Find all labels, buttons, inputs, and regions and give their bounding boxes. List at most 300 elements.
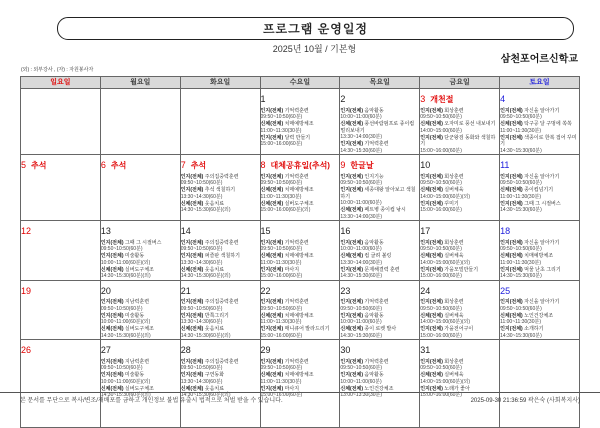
entry-title: 인지(전체) 그때 그 시절버스 <box>100 239 162 246</box>
entry-title: 인지(전체) 기억력훈련 <box>260 239 309 246</box>
day-number: 13 <box>100 226 111 236</box>
holiday-label: 개천절 <box>430 95 454 104</box>
entry-title: 신체(전체) 웃음치료 <box>180 266 225 273</box>
entry-category: 신체(전체) <box>500 312 523 319</box>
entry-time: 14:30~15:30(60분) <box>340 332 383 339</box>
day-cell-3 <box>420 89 500 155</box>
entry-category: 인지(전체) <box>340 266 364 273</box>
entry-time: 11:00~11:30(30분) <box>500 319 541 325</box>
entry-category: 인지(전체) <box>420 299 443 305</box>
entry-category: 인지(전체) <box>180 372 204 378</box>
entry-time: 15:00~16:00(60분) <box>420 147 462 154</box>
schedule-entry <box>500 267 579 280</box>
page-title-box <box>57 17 574 40</box>
entry-time: 13:30~14:30(60분) <box>180 259 223 266</box>
entry-title: 인지(전체) 자신을 알아가기 <box>500 239 560 246</box>
entry-category: 인지(전체) <box>100 253 124 259</box>
entry-time: 13:30~14:30(60분) <box>180 193 223 200</box>
schedule-entry <box>500 121 579 134</box>
entry-title: 신체(전체) 웃음치료 <box>180 200 225 207</box>
entry-time: 13:30~14:30(60분) <box>180 319 223 325</box>
entry-time: 14:30~15:30(60분)(외) <box>180 392 231 398</box>
entry-title: 인지(전체) 주의집중력훈련 <box>180 358 239 365</box>
entry-time: 14:00~15:00(60분)(외) <box>420 378 471 385</box>
entry-category: 인지(전체) <box>340 372 364 378</box>
entry-category: 인지(전체) <box>500 173 523 180</box>
schedule-entry <box>101 359 180 372</box>
entry-time: 11:00~11:30(30분) <box>260 127 302 134</box>
entry-category: 인지(전체) <box>420 358 443 365</box>
entry-time: 14:30~15:30(60분) <box>340 273 383 279</box>
schedule-entry <box>261 313 340 326</box>
entry-category: 인지(전체) <box>260 358 284 365</box>
schedule-entry <box>420 313 499 326</box>
schedule-entry <box>261 240 340 253</box>
entry-title: 인지(전체) 기억력훈련 <box>260 107 309 114</box>
entry-time: 14:30~15:30(60분)(외) <box>180 273 231 279</box>
entry-time: 14:30~15:30(60분) <box>500 207 542 213</box>
entry-category: 신체(전체) <box>180 200 204 207</box>
schedule-entry <box>500 108 579 121</box>
entry-title: 인지(전체) 자신을 알아가기 <box>500 107 560 114</box>
entry-category: 신체(전체) <box>420 187 443 193</box>
entry-time: 09:50~10:50(60분) <box>500 114 542 120</box>
entry-title: 인지(전체) 회상훈련 <box>420 107 464 114</box>
schedule-entry <box>340 121 419 141</box>
entry-title: 인지(전체) 노래가 좋아 <box>420 385 470 392</box>
entry-title: 인지(전체) 기억력훈련 <box>260 358 309 365</box>
schedule-entry <box>181 253 260 266</box>
calendar-body <box>21 89 580 428</box>
day-cell-20 <box>100 280 180 340</box>
schedule-entry <box>500 253 579 266</box>
entry-title: 신체(전체) 종이컵넘기기 <box>500 187 554 193</box>
calendar-week-row <box>21 221 580 281</box>
entry-category: 인지(전체) <box>180 173 204 180</box>
entry-time: 13:30~14:30(60분) <box>180 378 223 385</box>
entry-category: 인지(전체) <box>180 253 204 259</box>
entry-time: 09:50~10:50(60분) <box>180 246 223 252</box>
schedule-entry <box>420 299 499 312</box>
weekday-header-2: 화요일 <box>180 77 260 89</box>
day-cell-25 <box>500 280 580 340</box>
entry-title: 신체(전체) 실버도구체조 <box>100 266 154 273</box>
entry-title: 인지(전체) 기억력훈련 <box>340 358 389 365</box>
entry-category: 인지(전체) <box>340 312 364 319</box>
entry-category: 인지(전체) <box>340 239 364 246</box>
entry-category: 인지(전체) <box>260 299 284 305</box>
schedule-entry <box>181 299 260 312</box>
day-number: 7 <box>180 160 186 170</box>
schedule-entry <box>101 267 180 280</box>
entry-category: 신체(전체) <box>340 385 364 392</box>
footer <box>0 395 600 404</box>
entry-title: 신체(전체) 치매예방체조 <box>260 253 314 259</box>
entry-category: 인지(전체) <box>180 358 204 365</box>
entry-category: 인지(전체) <box>180 187 204 193</box>
day-number: 20 <box>100 285 111 296</box>
entry-title: 인지(전체) 음악활동 <box>340 239 384 246</box>
calendar-table <box>20 76 580 428</box>
entry-title: 인지(전체) 반쪽그리기 <box>180 312 229 319</box>
holiday-label: 대체공휴일(추석) <box>270 161 330 170</box>
entry-time: 15:00~16:00(60분) <box>420 332 462 339</box>
entry-category: 인지(전체) <box>340 187 364 193</box>
entry-category: 신체(전체) <box>100 266 124 273</box>
entry-category: 신체(전체) <box>260 187 284 193</box>
entry-category: 신체(전체) <box>340 121 364 127</box>
entry-time: 11:00~11:30(30분) <box>260 259 302 266</box>
calendar-week-row <box>21 340 580 428</box>
footer-divider <box>0 392 600 393</box>
schedule-entry <box>500 174 579 187</box>
entry-time: 15:00~16:00(60분) <box>420 207 462 213</box>
day-number: 8 <box>260 160 266 170</box>
entry-time: 09:50~10:50(60분) <box>420 365 462 371</box>
weekday-header-5: 금요일 <box>420 77 500 89</box>
entry-category: 신체(전체) <box>420 253 443 259</box>
day-cell-empty <box>180 89 260 155</box>
entry-time: 15:00~16:00(60분) <box>260 273 303 279</box>
entry-title: 신체(전체) 실버체육 <box>420 372 464 378</box>
entry-title: 신체(전체) 치매예방체조 <box>500 253 554 259</box>
page-title: 프로그램 운영일정 <box>262 22 369 36</box>
day-cell-24 <box>420 280 500 340</box>
schedule-entry <box>500 187 579 200</box>
entry-title: 신체(전체) 노인건강체조 <box>500 312 554 319</box>
schedule-entry <box>261 108 340 121</box>
entry-title: 인지(전체) 매니큐어 발라드리기 <box>260 326 330 332</box>
day-cell-empty <box>100 89 180 155</box>
entry-time: 09:50~10:50(60분) <box>260 246 303 252</box>
entry-time: 10:00~11:00(60분) <box>340 114 382 120</box>
entry-title: 인지(전체) 주의집중력훈련 <box>180 173 239 180</box>
entry-title: 인지(전체) 회상훈련 <box>420 173 464 180</box>
entry-time: 11:00~11:30(30분) <box>260 319 302 325</box>
entry-time: 09:50~10:50(60분) <box>260 365 303 371</box>
entry-title: 신체(전체) 실버체육 <box>420 253 464 259</box>
entry-category: 인지(전체) <box>420 200 443 207</box>
entry-category: 인지(전체) <box>180 312 204 319</box>
day-number: 2 <box>340 94 346 104</box>
day-cell-29 <box>260 340 340 428</box>
entry-title: 신체(전체) 실버도구체조 <box>100 326 154 332</box>
entry-time: 14:30~15:30(60분)(외) <box>100 273 151 279</box>
entry-category: 인지(전체) <box>500 266 523 273</box>
calendar-week-row <box>21 89 580 155</box>
schedule-entry <box>261 267 340 280</box>
day-cell-2 <box>340 89 420 155</box>
entry-title: 인지(전체) 인지기능 <box>340 173 384 180</box>
organization-name: 삼천포어르신학교 <box>500 54 578 65</box>
schedule-entry <box>261 372 340 385</box>
entry-title: 인지(전체) 음악활동 <box>340 107 384 114</box>
entry-category: 인지(전체) <box>260 326 284 332</box>
schedule-entry <box>261 299 340 312</box>
day-cell-6 <box>100 155 180 221</box>
schedule-entry <box>261 135 340 148</box>
day-number: 25 <box>500 285 511 296</box>
day-number: 24 <box>420 285 431 296</box>
entry-time: 09:50~10:50(60분) <box>340 305 383 312</box>
entry-category: 신체(전체) <box>180 326 204 332</box>
entry-title: 신체(전체) 실버체육 <box>420 312 464 319</box>
holiday-label: 한글날 <box>350 161 374 170</box>
entry-title: 신체(전체) 웃음치료 <box>180 326 225 332</box>
entry-title: 인지(전체) 회상훈련 <box>420 239 464 246</box>
schedule-entry <box>261 326 340 339</box>
entry-title: 인지(전체) 회상훈련 <box>420 299 464 305</box>
entry-time: 09:50~10:50(60분) <box>500 180 542 186</box>
entry-category: 인지(전체) <box>340 299 364 305</box>
schedule-entry <box>261 174 340 187</box>
entry-time: 09:50~10:50(60분) <box>100 365 143 371</box>
day-cell-empty <box>500 340 580 428</box>
entry-time: 14:30~15:30(60분)(외) <box>180 332 231 339</box>
entry-time: 10:00~11:00(60분) <box>340 319 382 325</box>
entry-category: 신체(전체) <box>180 385 204 392</box>
entry-category: 인지(전체) <box>100 299 124 305</box>
day-number: 29 <box>260 345 271 355</box>
entry-time: 14:30~15:30(60분) <box>340 147 383 154</box>
day-number: 10 <box>420 160 431 170</box>
entry-category: 인지(전체) <box>100 239 124 246</box>
entry-category: 인지(전체) <box>260 385 284 392</box>
entry-title: 신체(전체) 실버도구체조 <box>100 385 154 392</box>
schedule-entry <box>340 141 419 154</box>
entry-time: 14:30~15:30(60분) <box>500 273 542 279</box>
entry-title: 인지(전체) 구연동화 <box>180 372 225 378</box>
entry-title: 신체(전체) 치매예방체조 <box>260 312 314 319</box>
weekday-header-1: 월요일 <box>100 77 180 89</box>
entry-time: 14:30~15:30(60분) <box>500 147 542 154</box>
entry-category: 인지(전체) <box>500 326 523 332</box>
entry-time: 14:00~15:00(60분) <box>420 127 462 134</box>
entry-time: 14:30~15:30(60분)(외) <box>100 332 151 339</box>
entry-title: 신체(전체) 페트병 종이컵 낚시 <box>340 207 406 213</box>
schedule-entry <box>261 253 340 266</box>
entry-category: 인지(전체) <box>260 173 284 180</box>
schedule-entry <box>420 174 499 187</box>
schedule-entry <box>500 326 579 339</box>
entry-time: 15:00~16:00(60분) <box>260 141 303 147</box>
entry-title: 인지(전체) 기억력훈련 <box>260 299 309 305</box>
entry-time: 09:50~10:50(60분) <box>500 305 542 312</box>
entry-category: 인지(전체) <box>420 326 443 332</box>
entry-category: 인지(전체) <box>260 239 284 246</box>
entry-time: 15:00~16:00(60분) <box>420 273 462 279</box>
entry-category: 신체(전체) <box>340 326 364 332</box>
day-cell-11 <box>500 155 580 221</box>
entry-title: 인지(전체) 기억력훈련 <box>260 173 309 180</box>
day-number: 5 <box>21 160 27 170</box>
schedule-entry <box>340 299 419 312</box>
day-number: 12 <box>21 226 32 236</box>
schedule-entry <box>340 174 419 187</box>
schedule-entry <box>340 253 419 266</box>
entry-title: 인지(전체) 퍼즐판 색칠하기 <box>180 253 240 259</box>
schedule-entry <box>420 121 499 134</box>
day-number: 18 <box>500 226 511 236</box>
schedule-entry <box>101 253 180 266</box>
entry-title: 인지(전체) 음악활동 <box>340 372 384 378</box>
entry-title: 인지(전체) 그때 그 시절버스 <box>500 200 561 207</box>
entry-category: 신체(전체) <box>260 253 284 259</box>
entry-category: 신체(전체) <box>260 312 284 319</box>
day-number: 3 <box>420 94 426 104</box>
entry-title: 신체(전체) 웃음치료 <box>180 385 225 392</box>
entry-title: 인지(전체) 주의집중력훈련 <box>180 299 239 305</box>
schedule-entry <box>181 326 260 339</box>
entry-category: 인지(전체) <box>500 134 523 141</box>
entry-time: 09:50~10:50(60분) <box>500 246 542 252</box>
day-cell-19 <box>21 280 101 340</box>
entry-title: 신체(전체) 치매예방체조 <box>260 372 314 378</box>
entry-category: 신체(전체) <box>500 187 523 193</box>
day-cell-1 <box>260 89 340 155</box>
schedule-entry <box>181 372 260 385</box>
entry-category: 인지(전체) <box>340 107 364 114</box>
entry-time: 09:50~10:50(60분) <box>180 180 223 186</box>
entry-category: 인지(전체) <box>500 107 523 114</box>
schedule-entry <box>420 201 499 214</box>
entry-category: 인지(전체) <box>340 141 364 147</box>
entry-title: 신체(전체) 실버도구체조 <box>260 200 314 207</box>
schedule-entry <box>420 372 499 385</box>
day-cell-30 <box>340 340 420 428</box>
day-number: 26 <box>21 345 32 355</box>
day-number: 14 <box>180 226 191 236</box>
entry-time: 09:50~10:50(60분) <box>100 246 143 252</box>
entry-category: 신체(전체) <box>420 312 443 319</box>
schedule-entry <box>340 326 419 339</box>
schedule-entry <box>181 267 260 280</box>
day-number: 23 <box>340 285 351 296</box>
schedule-entry <box>420 267 499 280</box>
entry-category: 인지(전체) <box>420 239 443 246</box>
entry-category: 신체(전체) <box>340 207 364 213</box>
schedule-entry <box>340 187 419 207</box>
schedule-entry <box>181 201 260 214</box>
entry-title: 인지(전체) 문제해결력 훈련 <box>340 266 400 273</box>
entry-title: 인지(전체) 소개하기 <box>500 326 544 332</box>
entry-title: 신체(전체) 컵 굴려 볼링 <box>340 253 392 259</box>
entry-title: 인지(전체) 기억력훈련 <box>340 141 389 147</box>
entry-category: 신체(전체) <box>420 372 443 378</box>
day-number: 30 <box>340 345 351 355</box>
day-number: 9 <box>340 160 346 170</box>
entry-category: 인지(전체) <box>420 134 443 141</box>
day-number: 28 <box>180 345 191 355</box>
entry-title: 인지(전체) 지남력훈련 <box>100 358 150 365</box>
entry-time: 09:50~10:50(60분) <box>420 114 462 120</box>
entry-time: 10:00~11:00(60분) <box>340 246 382 252</box>
entry-time: 09:50~10:50(60분) <box>420 180 462 186</box>
day-number: 19 <box>21 285 32 296</box>
entry-time: 14:30~15:30(60분)(외) <box>180 207 231 213</box>
schedule-entry <box>101 372 180 385</box>
entry-title: 인지(전체) 달력 만들기 <box>260 134 311 141</box>
entry-category: 신체(전체) <box>180 266 204 273</box>
entry-title: 인지(전체) 꾸미기 <box>420 200 459 207</box>
schedule-entry <box>340 207 419 220</box>
schedule-entry <box>340 359 419 372</box>
calendar-week-row <box>21 280 580 340</box>
entry-category: 신체(전체) <box>260 372 284 378</box>
schedule-entry <box>500 313 579 326</box>
entry-title: 인지(전체) 자신을 알아가기 <box>500 299 560 305</box>
day-cell-17 <box>420 221 500 281</box>
schedule-entry <box>340 372 419 385</box>
entry-time: 09:50~10:50(60분) <box>100 305 143 312</box>
schedule-entry <box>500 240 579 253</box>
day-number: 17 <box>420 226 431 236</box>
entry-title: 인지(전체) 먹물 난초 그리기 <box>500 266 561 273</box>
entry-time: 09:50~10:50(60분) <box>180 305 223 312</box>
entry-time: 15:00~16:00(60분) <box>260 332 303 339</box>
entry-category: 인지(전체) <box>500 200 523 207</box>
schedule-entry <box>340 108 419 121</box>
day-number: 27 <box>100 345 111 355</box>
day-cell-18 <box>500 221 580 281</box>
weekday-header-4: 목요일 <box>340 77 420 89</box>
schedule-entry <box>101 299 180 312</box>
entry-time: 09:50~10:50(60분) <box>260 114 303 120</box>
day-cell-26 <box>21 340 101 428</box>
schedule-entry <box>340 313 419 326</box>
day-cell-9 <box>340 155 420 221</box>
schedule-entry <box>420 326 499 339</box>
entry-category: 인지(전체) <box>180 239 204 246</box>
day-cell-13 <box>100 221 180 281</box>
entry-title: 신체(전체) 풍선바람펌프로 종이컵 멀리보내기 <box>340 121 415 134</box>
day-number: 31 <box>420 345 431 355</box>
day-cell-23 <box>340 280 420 340</box>
entry-category: 신체(전체) <box>340 253 364 259</box>
entry-title: 신체(전체) 탁구공 달 구멍에 쏙쏙 <box>500 121 572 127</box>
schedule-entry <box>181 174 260 187</box>
entry-title: 신체(전체) 오자미로 풍선 내보내기 <box>420 121 496 127</box>
day-number: 15 <box>260 226 271 236</box>
footer-timestamp: 2025-09-30 21:36:59 곽은숙 (사회복지사) <box>470 398 580 404</box>
entry-category: 신체(전체) <box>500 121 523 127</box>
entry-time: 15:00~16:00(60분)(외) <box>260 207 311 213</box>
schedule-entry <box>101 326 180 339</box>
schedule-entry <box>261 187 340 200</box>
day-cell-28 <box>180 340 260 428</box>
entry-time: 10:00~11:00(60분) <box>340 378 382 385</box>
day-cell-10 <box>420 155 500 221</box>
entry-time: 10:00~11:00(60분)(외) <box>100 378 151 385</box>
entry-category: 인지(전체) <box>420 385 443 392</box>
entry-time: 10:00~11:00(60분) <box>340 200 382 206</box>
schedule-entry <box>340 240 419 253</box>
day-number: 16 <box>340 226 351 236</box>
entry-title: 인지(전체) 단군왕검 동화와 색칠하기 <box>420 134 496 147</box>
calendar-week-row <box>21 155 580 221</box>
entry-title: 인지(전체) 가을모빌만들기 <box>420 266 479 273</box>
schedule-entry <box>500 135 579 155</box>
entry-time: 15:00~16:00(60분) <box>420 392 462 398</box>
entry-title: 인지(전체) 마사지 <box>260 385 300 392</box>
entry-title: 인지(전체) 회상훈련 <box>420 358 464 365</box>
legend-text: (외) : 외부강사 , (자) : 자원봉사자 <box>21 67 94 73</box>
schedule-entry <box>500 201 579 214</box>
day-cell-14 <box>180 221 260 281</box>
entry-title: 인지(전체) 자신을 알아가기 <box>500 173 560 180</box>
footer-notice: 본 문서를 무단으로 복사/변조/재배포를 금하고 개인정보 불법 유출시 법적으로 처벌 받을 수 있습니다. <box>20 398 283 404</box>
entry-time: 13:00~13:30(30분) <box>340 392 383 398</box>
